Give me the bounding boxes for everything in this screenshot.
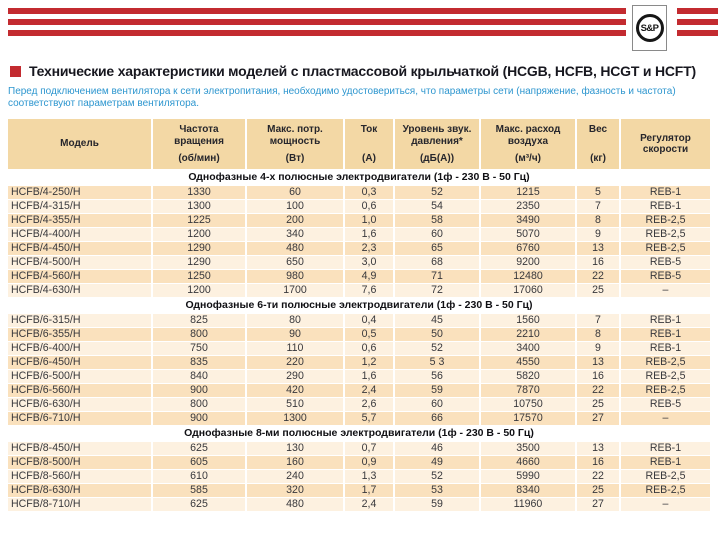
cell-value: 3400 (481, 342, 575, 355)
cell-value: REB-1 (621, 200, 710, 213)
cell-value: 16 (577, 456, 619, 469)
cell-value: 59 (395, 498, 479, 511)
cell-value: REB-2,5 (621, 470, 710, 483)
cell-value: 1,3 (345, 470, 393, 483)
cell-value: 800 (153, 328, 245, 341)
cell-value: 0,3 (345, 186, 393, 199)
cell-model: HCFB/4-500/H (8, 256, 151, 269)
cell-value: 800 (153, 398, 245, 411)
cell-value: REB-1 (621, 186, 710, 199)
cell-value: 825 (153, 314, 245, 327)
table-row (8, 200, 710, 213)
cell-value: 7870 (481, 384, 575, 397)
cell-value: 53 (395, 484, 479, 497)
cell-value: REB-2,5 (621, 214, 710, 227)
cell-value: 22 (577, 384, 619, 397)
cell-value: 59 (395, 384, 479, 397)
header-cell-4: Уровень звук. давления* (дБ(А)) (395, 119, 479, 169)
cell-value: REB-1 (621, 328, 710, 341)
cell-value: 585 (153, 484, 245, 497)
table-row (8, 412, 710, 425)
cell-model: HCFB/6-500/H (8, 370, 151, 383)
cell-value: 340 (247, 228, 343, 241)
cell-value: 65 (395, 242, 479, 255)
cell-value: 22 (577, 470, 619, 483)
table-row (8, 470, 710, 483)
cell-value: 835 (153, 356, 245, 369)
cell-value: 66 (395, 412, 479, 425)
cell-value: 60 (247, 186, 343, 199)
cell-value: 46 (395, 442, 479, 455)
cell-value: 290 (247, 370, 343, 383)
table-row (8, 284, 710, 297)
cell-model: HCFB/4-450/H (8, 242, 151, 255)
cell-value: 5 (577, 186, 619, 199)
cell-value: 0,6 (345, 200, 393, 213)
cell-value: 11960 (481, 498, 575, 511)
cell-value: 5,7 (345, 412, 393, 425)
cell-model: HCFB/4-560/H (8, 270, 151, 283)
cell-value: 50 (395, 328, 479, 341)
header-unit: (А) (362, 153, 376, 164)
cell-value: 1215 (481, 186, 575, 199)
cell-value: REB-1 (621, 342, 710, 355)
table-row (8, 484, 710, 497)
cell-model: HCFB/4-250/H (8, 186, 151, 199)
cell-value: REB-2,5 (621, 356, 710, 369)
header-cell-6: Вес (кг) (577, 119, 619, 169)
cell-value: 980 (247, 270, 343, 283)
cell-value: 510 (247, 398, 343, 411)
cell-value: 1330 (153, 186, 245, 199)
cell-value: 27 (577, 498, 619, 511)
cell-model: HCFB/6-630/H (8, 398, 151, 411)
cell-model: HCFB/6-355/H (8, 328, 151, 341)
cell-value: 1,0 (345, 214, 393, 227)
spec-table (8, 119, 710, 511)
cell-value: 7,6 (345, 284, 393, 297)
header-unit: (м³/ч) (515, 153, 541, 164)
cell-value: 2350 (481, 200, 575, 213)
header-cell-1: Частота вращения (об/мин) (153, 119, 245, 169)
cell-value: 8340 (481, 484, 575, 497)
cell-value: REB-5 (621, 398, 710, 411)
cell-value: 9 (577, 342, 619, 355)
cell-value: 8 (577, 214, 619, 227)
cell-value: 1200 (153, 228, 245, 241)
cell-value: 3,0 (345, 256, 393, 269)
cell-value: 56 (395, 370, 479, 383)
cell-value: 1,6 (345, 370, 393, 383)
cell-value: 420 (247, 384, 343, 397)
cell-model: HCFB/4-355/H (8, 214, 151, 227)
table-row (8, 256, 710, 269)
cell-value: 10750 (481, 398, 575, 411)
brand-banner (0, 0, 718, 54)
cell-model: HCFB/8-500/H (8, 456, 151, 469)
cell-value: 1300 (153, 200, 245, 213)
cell-value: 1300 (247, 412, 343, 425)
cell-value: REB-2,5 (621, 384, 710, 397)
header-unit: (Вт) (285, 153, 305, 164)
cell-value: 1225 (153, 214, 245, 227)
cell-value: 17570 (481, 412, 575, 425)
cell-value: 1,6 (345, 228, 393, 241)
cell-value: 49 (395, 456, 479, 469)
cell-model: HCFB/4-315/H (8, 200, 151, 213)
cell-value: 650 (247, 256, 343, 269)
table-row (8, 214, 710, 227)
cell-value: 13 (577, 356, 619, 369)
cell-value: 480 (247, 242, 343, 255)
cell-value: 610 (153, 470, 245, 483)
table-header-row (8, 119, 710, 169)
brand-stripes-right (677, 8, 718, 54)
cell-model: HCFB/6-560/H (8, 384, 151, 397)
cell-value: 4550 (481, 356, 575, 369)
cell-value: REB-2,5 (621, 228, 710, 241)
table-row (8, 186, 710, 199)
header-unit: (дБ(А)) (419, 153, 455, 164)
cell-value: 25 (577, 484, 619, 497)
cell-value: 68 (395, 256, 479, 269)
cell-value: 7 (577, 314, 619, 327)
cell-value: 1200 (153, 284, 245, 297)
cell-value: 4,9 (345, 270, 393, 283)
section-header: Однофазные 4-х полюсные электродвигатели (1ф - 230 В - 50 Гц) (188, 171, 530, 183)
cell-model: HCFB/4-400/H (8, 228, 151, 241)
cell-value: 900 (153, 384, 245, 397)
table-row (8, 342, 710, 355)
cell-value: 0,6 (345, 342, 393, 355)
cell-value: 5 3 (395, 356, 479, 369)
cell-value: 6760 (481, 242, 575, 255)
section-title-row (10, 63, 710, 79)
cell-value: 900 (153, 412, 245, 425)
cell-value: 13 (577, 242, 619, 255)
table-row (8, 228, 710, 241)
cell-value: 750 (153, 342, 245, 355)
cell-value: 2,4 (345, 498, 393, 511)
cell-value: REB-1 (621, 456, 710, 469)
cell-value: 2,6 (345, 398, 393, 411)
cell-value: 0,5 (345, 328, 393, 341)
cell-value: 71 (395, 270, 479, 283)
sp-logo-text: S&P (636, 14, 664, 42)
table-row (8, 442, 710, 455)
cell-value: 3490 (481, 214, 575, 227)
header-cell-2: Макс. потр. мощность (Вт) (247, 119, 343, 169)
cell-model: HCFB/6-400/H (8, 342, 151, 355)
cell-value: 1290 (153, 256, 245, 269)
cell-value: 2210 (481, 328, 575, 341)
cell-value: 605 (153, 456, 245, 469)
cell-value: REB-1 (621, 314, 710, 327)
cell-value: – (621, 498, 710, 511)
header-cell-3: Ток (А) (345, 119, 393, 169)
table-row (8, 328, 710, 341)
cell-value: 0,7 (345, 442, 393, 455)
cell-value: 54 (395, 200, 479, 213)
cell-value: 110 (247, 342, 343, 355)
cell-value: 5820 (481, 370, 575, 383)
header-cell-0: Модель (8, 119, 151, 169)
cell-value: 8 (577, 328, 619, 341)
cell-value: 625 (153, 498, 245, 511)
header-unit: (об/мин) (178, 153, 220, 164)
cell-value: REB-2,5 (621, 370, 710, 383)
cell-value: 60 (395, 228, 479, 241)
cell-value: REB-5 (621, 270, 710, 283)
cell-value: 9200 (481, 256, 575, 269)
cell-value: 5070 (481, 228, 575, 241)
cell-value: 0,4 (345, 314, 393, 327)
cell-value: 130 (247, 442, 343, 455)
cell-value: 52 (395, 470, 479, 483)
cell-value: 25 (577, 398, 619, 411)
cell-model: HCFB/6-710/H (8, 412, 151, 425)
cell-value: 625 (153, 442, 245, 455)
header-cell-5: Макс. расход воздуха (м³/ч) (481, 119, 575, 169)
page-title: Технические характеристики моделей с пластмассовой крыльчаткой (HCGB, HCFB, HCGT и HCFT) (29, 63, 696, 79)
table-row (8, 498, 710, 511)
cell-value: 17060 (481, 284, 575, 297)
cell-value: 16 (577, 370, 619, 383)
cell-value: 80 (247, 314, 343, 327)
cell-value: REB-2,5 (621, 242, 710, 255)
cell-value: 16 (577, 256, 619, 269)
cell-value: 52 (395, 342, 479, 355)
cell-model: HCFB/6-450/H (8, 356, 151, 369)
brand-stripes-left (8, 8, 626, 54)
cell-value: 3500 (481, 442, 575, 455)
cell-value: 5990 (481, 470, 575, 483)
connection-note: Перед подключением вентилятора к сети электропитания, необходимо удостовериться, что параметры сети (напряжение, фазность и частота) соответствуют параметрам вентилятора. (8, 86, 676, 109)
cell-value: 9 (577, 228, 619, 241)
cell-value: 22 (577, 270, 619, 283)
cell-value: – (621, 412, 710, 425)
table-row (8, 314, 710, 327)
cell-value: 2,4 (345, 384, 393, 397)
cell-value: 1,2 (345, 356, 393, 369)
cell-value: 13 (577, 442, 619, 455)
header-unit: (кг) (590, 153, 606, 164)
cell-model: HCFB/6-315/H (8, 314, 151, 327)
cell-model: HCFB/8-450/H (8, 442, 151, 455)
cell-value: 240 (247, 470, 343, 483)
table-row (8, 356, 710, 369)
header-cell-7: Регулятор скорости (621, 119, 710, 169)
cell-value: 200 (247, 214, 343, 227)
cell-value: 100 (247, 200, 343, 213)
table-row (8, 270, 710, 283)
cell-model: HCFB/8-560/H (8, 470, 151, 483)
cell-value: 90 (247, 328, 343, 341)
table-row (8, 242, 710, 255)
cell-value: 160 (247, 456, 343, 469)
cell-value: 72 (395, 284, 479, 297)
cell-value: 1250 (153, 270, 245, 283)
cell-value: 480 (247, 498, 343, 511)
red-square-bullet-icon (10, 66, 21, 77)
cell-value: 840 (153, 370, 245, 383)
cell-value: 2,3 (345, 242, 393, 255)
cell-value: 1700 (247, 284, 343, 297)
cell-value: 220 (247, 356, 343, 369)
section-header: Однофазные 6-ти полюсные электродвигатели (1ф - 230 В - 50 Гц) (185, 299, 533, 311)
cell-value: 27 (577, 412, 619, 425)
cell-model: HCFB/8-710/H (8, 498, 151, 511)
cell-value: REB-1 (621, 442, 710, 455)
cell-value: REB-2,5 (621, 484, 710, 497)
cell-value: 4660 (481, 456, 575, 469)
section-header: Однофазные 8-ми полюсные электродвигатели (1ф - 230 В - 50 Гц) (184, 427, 534, 439)
cell-model: HCFB/8-630/H (8, 484, 151, 497)
cell-value: REB-5 (621, 256, 710, 269)
table-row (8, 398, 710, 411)
cell-value: 12480 (481, 270, 575, 283)
cell-value: 45 (395, 314, 479, 327)
sp-logo (632, 5, 667, 51)
cell-value: 1290 (153, 242, 245, 255)
cell-value: 25 (577, 284, 619, 297)
cell-value: 52 (395, 186, 479, 199)
cell-value: 7 (577, 200, 619, 213)
cell-value: 58 (395, 214, 479, 227)
cell-value: 1560 (481, 314, 575, 327)
cell-value: 0,9 (345, 456, 393, 469)
cell-value: 60 (395, 398, 479, 411)
table-row (8, 370, 710, 383)
cell-model: HCFB/4-630/H (8, 284, 151, 297)
table-row (8, 456, 710, 469)
cell-value: 1,7 (345, 484, 393, 497)
cell-value: 320 (247, 484, 343, 497)
table-row (8, 384, 710, 397)
cell-value: – (621, 284, 710, 297)
